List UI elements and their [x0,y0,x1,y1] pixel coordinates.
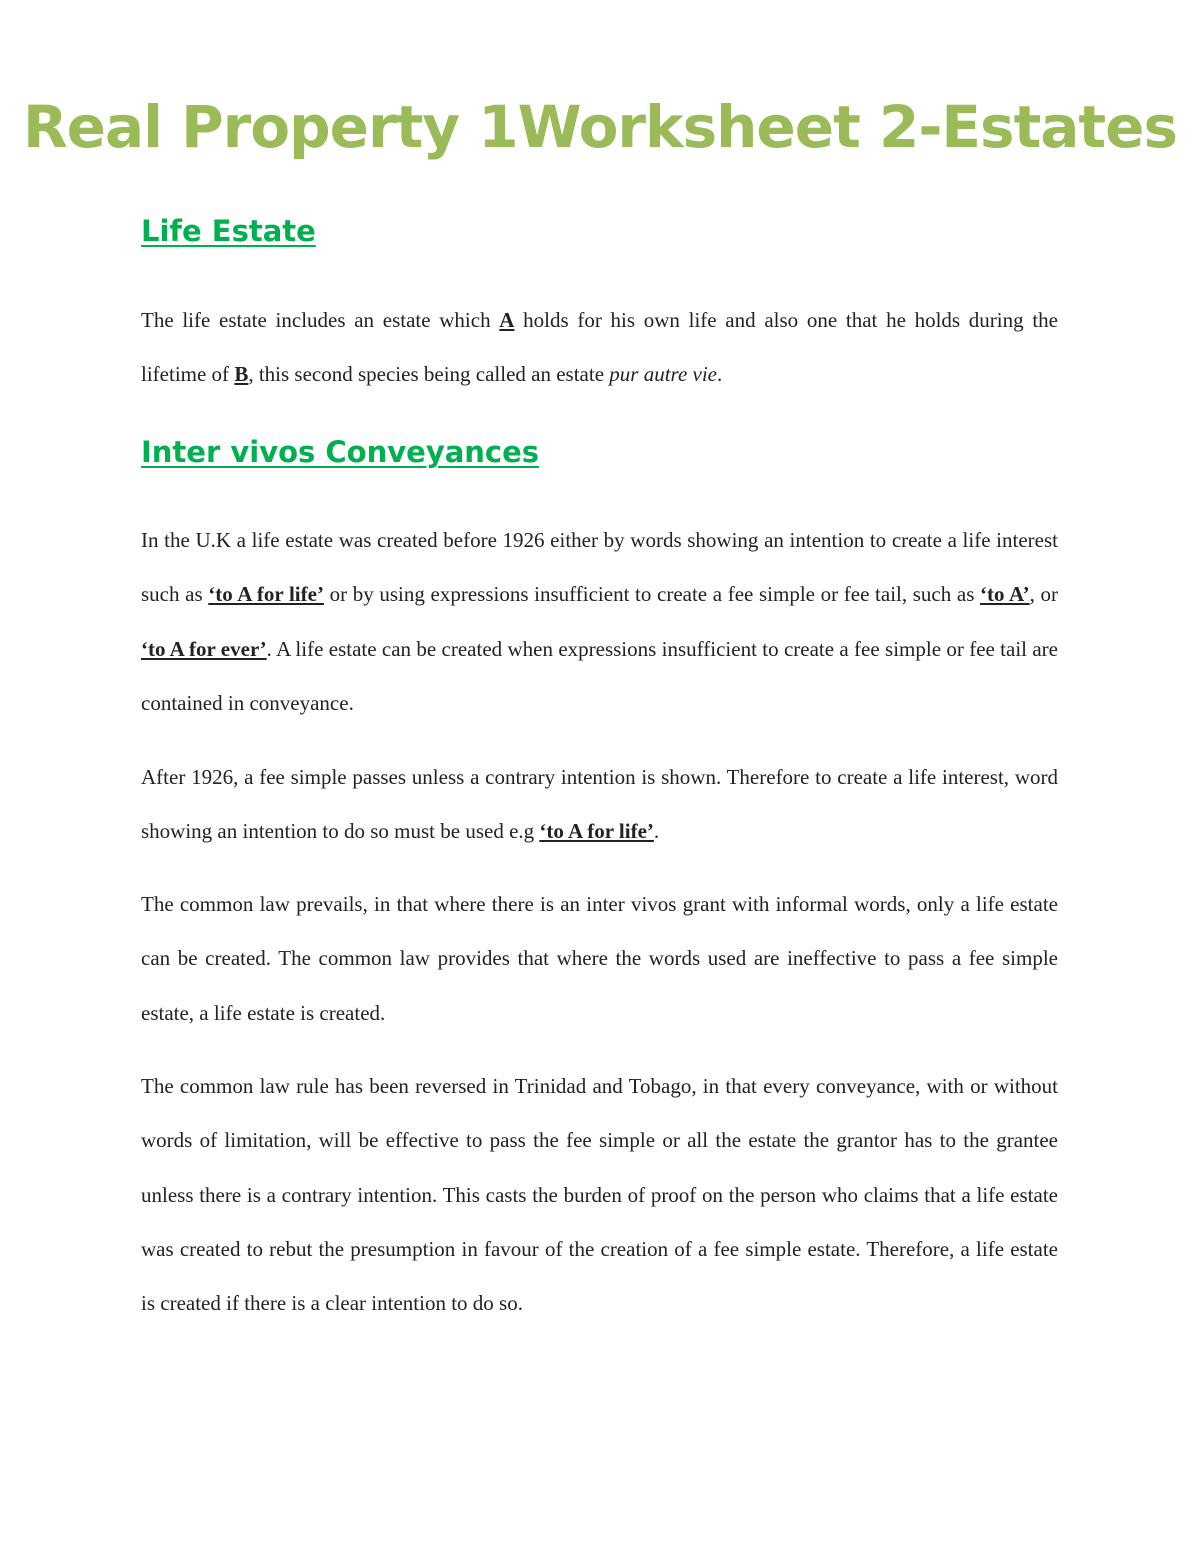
section-heading-inter-vivos-conveyances: Inter vivos Conveyances [141,435,540,469]
quoted-phrase: ‘to A for life’ [208,582,324,607]
party-a-term: A [499,308,515,332]
section-heading-life-estate: Life Estate [141,214,316,248]
quoted-phrase: ‘to A for life’ [539,819,654,844]
text-run: , or [1029,582,1058,607]
text-run: After 1926, a fee simple passes unless a contrary intention is shown. Therefore to create a life interest, word showing an intention to do so must be used e.g [141,765,1058,844]
quoted-phrase: ‘to A for ever’ [141,636,267,661]
quoted-phrase: ‘to A’ [980,582,1030,607]
text-run: , this second species being called an estate [248,362,610,387]
paragraph-life-estate-definition [141,293,1058,402]
text-run: or by using expressions insufficient to create a fee simple or fee tail, such as [323,582,981,607]
page-title: Real Property 1Worksheet 2-Estates [22,93,1178,161]
text-run: In the U.K a life estate was created before 1926 either by words showing an intention to create a life interest such as [141,528,1058,607]
paragraph-common-law-prevails: The common law prevails, in that where there is an inter vivos grant with informal words, only a life estate can be created. The common law provides that where the words used are ineffective to pass a fee simple estate, a life estate is created. [141,892,1058,1025]
text-run: . [653,819,660,844]
paragraph-before-1926 [141,513,1058,730]
paragraph-trinidad-tobago-rule: The common law rule has been reversed in Trinidad and Tobago, in that every conveyance, with or without words of limitation, will be effective to pass the fee simple or all the estate the grantor has to the grantee unless there is a contrary intention. This casts the burden of proof on the person who claims that a life estate was created to rebut the presumption in favour of the creation of a fee simple estate. Therefore, a life estate is created if there is a clear intention to do so. [141,1074,1058,1316]
text-run: . A life estate can be created when expressions insufficient to create a fee simple or fee tail are contained in conveyance. [141,636,1058,715]
text-run: holds for his own life and also one that he holds during the lifetime of [141,308,1058,387]
text-run: The life estate includes an estate which [141,308,500,332]
party-b-term: B [234,362,249,387]
paragraph-after-1926 [141,750,1058,859]
latin-term-pur-autre-vie: pur autre vie [609,362,717,387]
text-run: . [717,362,723,387]
